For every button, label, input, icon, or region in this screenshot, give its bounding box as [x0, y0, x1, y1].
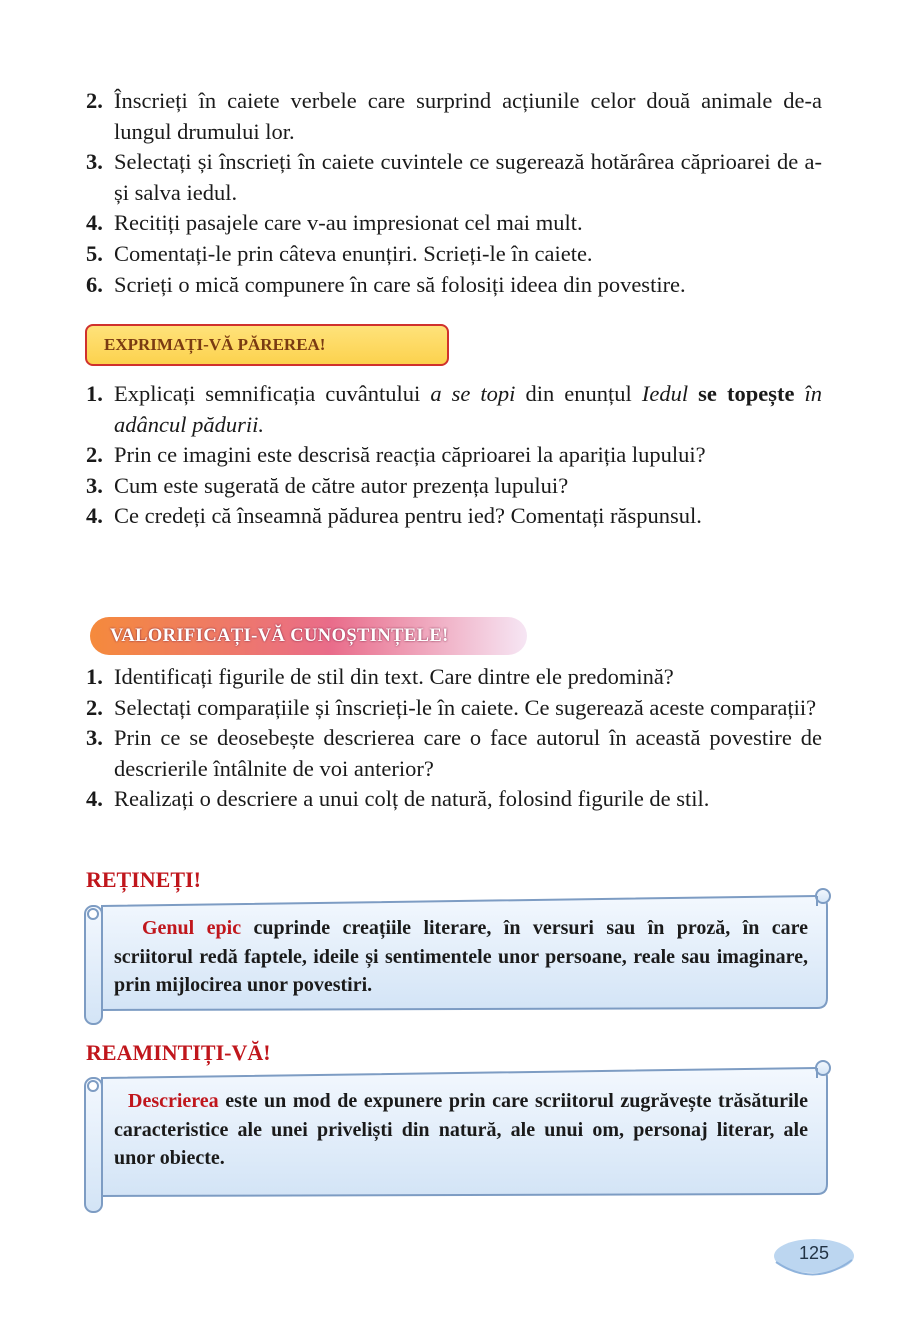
recall-text: Descrierea este un mod de expunere prin care scriitorul zugrăvește trăsăturile caracteristice ale unei priveliști din natură, ale unui om, personaj literar, ale unor obiecte.: [114, 1090, 808, 1169]
questions-list-3: [86, 662, 822, 815]
section-heading-apply-knowledge: VALORIFICAȚI-VĂ CUNOȘTINȚELE!: [90, 617, 527, 655]
term-genul-epic: Genul epic: [142, 917, 242, 939]
list-item: 3. Prin ce se deosebește descrierea care o face autorul în această povestire de descrierile întâlnite de voi anterior?: [86, 725, 822, 781]
list-item: 2. Înscrieți în caiete verbele care surprind acțiunile celor două animale de-a lungul drumului lor.: [86, 88, 822, 144]
page-number-badge: [772, 1236, 856, 1280]
list-item: 2. Selectați comparațiile și înscrieți-le în caiete. Ce sugerează aceste comparații?: [86, 694, 817, 720]
term-descrierea: Descrierea: [128, 1090, 219, 1112]
list-item: 4. Ce credeți că înseamnă pădurea pentru ied? Comentați răspunsul.: [86, 503, 702, 529]
list-item: 5. Comentați-le prin câteva enunțiri. Scrieți-le în caiete.: [86, 240, 593, 266]
list-item: 2. Prin ce imagini este descrisă reacția căprioarei la apariția lupului?: [86, 442, 706, 468]
list-item: 6. Scrieți o mică compunere în care să folosiți ideea din povestire.: [86, 271, 686, 297]
recall-scroll-box: [82, 1058, 834, 1216]
questions-list-2: [86, 379, 822, 532]
section-heading-express-opinion: EXPRIMAȚI-VĂ PĂREREA!: [85, 324, 449, 366]
list-item: 1. Identificați figurile de stil din text. Care dintre ele predomină?: [86, 664, 674, 689]
remember-text: Genul epic cuprinde creațiile literare, în versuri sau în proză, în care scriitorul redă faptele, ideile și sentimentele unor persoane, reale sau imaginare, prin mijlocirea unor povestiri.: [114, 917, 808, 996]
list-item: 3. Selectați și înscrieți în caiete cuvintele ce sugerează hotărârea căprioarei de a-și salva iedul.: [86, 149, 822, 205]
list-item: 1. Explicați semnificația cuvântului a se topi din enunțul Iedul se topește în adâncul pădurii.: [86, 381, 822, 437]
questions-list-1: [86, 86, 822, 300]
list-item: 4. Realizați o descriere a unui colț de natură, folosind figurile de stil.: [86, 786, 710, 812]
recall-heading: REAMINTIȚI-VĂ!: [86, 1040, 271, 1065]
remember-scroll-box: [82, 886, 834, 1028]
page-number: 125: [798, 1243, 830, 1263]
remember-heading: REȚINEȚI!: [86, 867, 201, 892]
list-item: 4. Recitiți pasajele care v-au impresionat cel mai mult.: [86, 210, 583, 236]
list-item: 3. Cum este sugerată de către autor prezența lupului?: [86, 472, 569, 498]
